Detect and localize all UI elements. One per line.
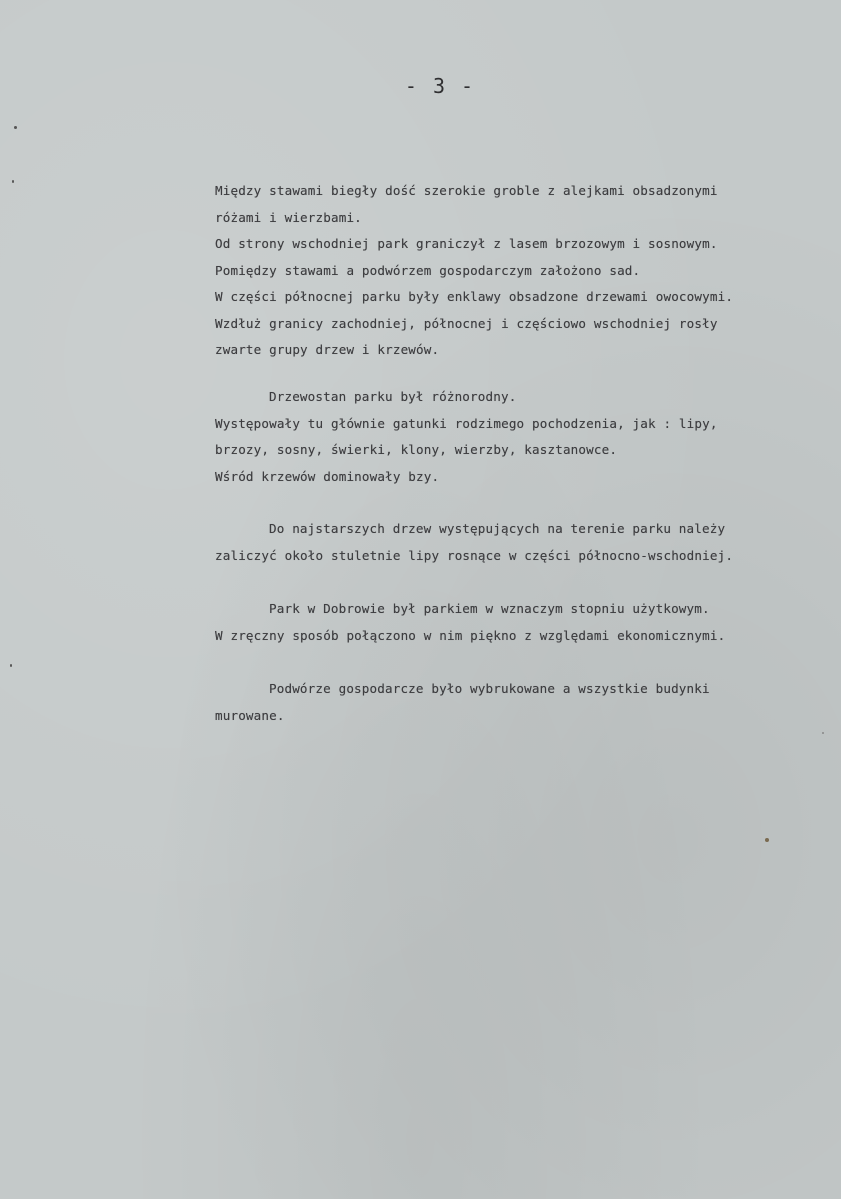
text-line: Park w Dobrowie był parkiem w wznaczym stopniu użytkowym. [269, 601, 710, 616]
text-line: Pomiędzy stawami a podwórzem gospodarczym założono sad. [215, 262, 641, 278]
text-line: Między stawami biegły dość szerokie groble z alejkami obsadzonymi [215, 183, 718, 198]
paper-speck [10, 664, 12, 667]
text-line: Podwórze gospodarcze było wybrukowane a wszystkie budynki [269, 681, 710, 696]
paragraph-utility-park [215, 596, 825, 649]
text-line: Od strony wschodniej park graniczył z lasem brzozowym i sosnowym. [215, 236, 718, 251]
text-line: W zręczny sposób połączono w nim piękno z względami ekonomicznymi. [215, 627, 726, 643]
text-line: Wzdłuż granicy zachodniej, północnej i częściowo wschodniej rosły [215, 315, 718, 331]
paragraph-ponds-and-borders [215, 178, 825, 364]
paper-speck [822, 732, 824, 734]
text-line: zaliczyć około stuletnie lipy rosnące w części północno-wschodniej. [215, 547, 734, 563]
text-line: zwarte grupy drzew i krzewów. [215, 342, 440, 357]
paragraph-tree-stand [215, 384, 825, 490]
text-line: Wśród krzewów dominowały bzy. [215, 468, 440, 484]
text-line: Występowały tu głównie gatunki rodzimego pochodzenia, jak : lipy, [215, 415, 718, 431]
page-number: - 3 - [404, 74, 476, 98]
text-line: W części północnej parku były enklawy obsadzone drzewami owocowymi. [215, 289, 734, 304]
paper-speck [765, 838, 769, 842]
text-line: Drzewostan parku był różnorodny. [269, 389, 517, 404]
text-line: Do najstarszych drzew występujących na terenie parku należy [269, 521, 726, 536]
text-line: różami i wierzbami. [215, 209, 362, 225]
paragraph-farmyard [215, 676, 825, 729]
text-line: murowane. [215, 707, 285, 723]
paper-speck [12, 180, 14, 183]
text-line: brzozy, sosny, świerki, klony, wierzby, kasztanowce. [215, 442, 618, 457]
paragraph-oldest-trees [215, 516, 825, 569]
paper-speck [14, 126, 17, 129]
